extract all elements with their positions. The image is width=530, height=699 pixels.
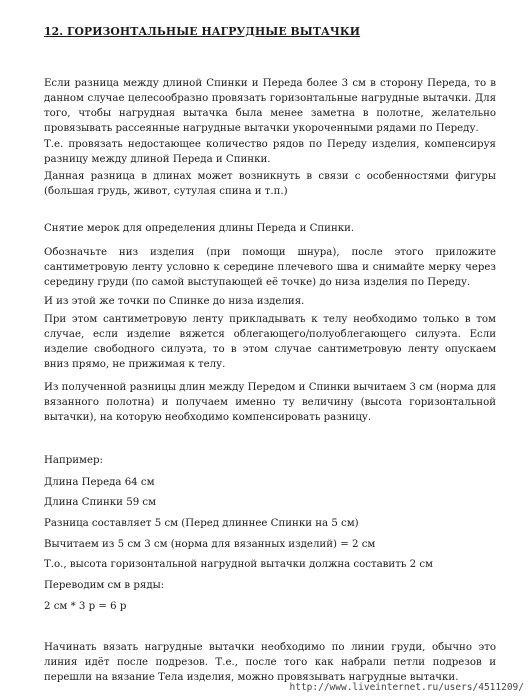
paragraph-figure-reasons: Данная разница в длинах может возникнуть в связи с особенностями фигуры (большая грудь, живот, сутулая спина и т.п.) — [44, 171, 496, 197]
example-heading: Например: — [44, 455, 103, 466]
example-rows-formula: 2 см * 3 р = 6 р — [44, 601, 127, 612]
paragraph-back-measure: И из этой же точки по Спинке до низа изделия. — [44, 296, 305, 307]
paragraph-tape-usage: При этом сантиметровую ленту прикладывать к телу необходимо только в том случае, если изделие вяжется облегающего/полуоблегающего силуэта. Если изделие свободного силуэта, то в этом случае сантиметровую ленту опускаем вниз прямо, не прижимая к телу. — [44, 314, 496, 370]
paragraph-measurements-heading: Снятие мерок для определения длины Переда и Спинки. — [44, 223, 355, 234]
section-title: 12. ГОРИЗОНТАЛЬНЫЕ НАГРУДНЫЕ ВЫТАЧКИ — [44, 25, 361, 38]
example-back-length: Длина Спинки 59 см — [44, 497, 157, 508]
example-difference: Разница составляет 5 см (Перед длиннее Спинки на 5 см) — [44, 518, 359, 529]
paragraph-intro: Если разница между длиной Спинки и Переда более 3 см в сторону Переда, то в данном случае целесообразно провязать горизонтальные нагрудные вытачки. Для того, чтобы нагрудная вытачка была менее заметна в полотне, желательно провязывать рассеянные нагрудные вытачки укороченными рядами по Переду. — [44, 78, 496, 134]
example-dart-height: Т.о., высота горизонтальной нагрудной вытачки должна составить 2 см — [44, 559, 433, 570]
source-url-watermark: http://www.liveinternet.ru/users/4511209/ — [289, 682, 524, 693]
paragraph-compensate: Т.е. провязать недостающее количество рядов по Переду изделия, компенсируя разницу между длиной Переда и Спинки. — [44, 139, 496, 165]
example-front-length: Длина Переда 64 см — [44, 477, 155, 488]
paragraph-start-darts: Начинать вязать нагрудные вытачки необходимо по линии груди, обычно это линия идёт после подрезов. Т.е., после того как набрали петли подрезов и перешли на вязание Тела изделия, можно провязывать нагрудные вытачки. — [44, 642, 496, 683]
paragraph-mark-bottom: Обозначьте низ изделия (при помощи шнура), после этого приложите сантиметровую ленту условно к середине плечевого шва и снимайте мерку через середину груди (по самой выступающей её точке) до низа изделия по Переду. — [44, 247, 496, 288]
example-convert-heading: Переводим см в ряды: — [44, 580, 165, 591]
paragraph-subtract: Из полученной разницы длин между Передом и Спинки вычитаем 3 см (норма для вязанного полотна) и получаем именно ту величину (высота горизонтальной вытачки), на которую необходимо компенсировать разницу. — [44, 382, 496, 423]
example-subtract: Вычитаем из 5 см 3 см (норма для вязанных изделий) = 2 см — [44, 539, 376, 550]
